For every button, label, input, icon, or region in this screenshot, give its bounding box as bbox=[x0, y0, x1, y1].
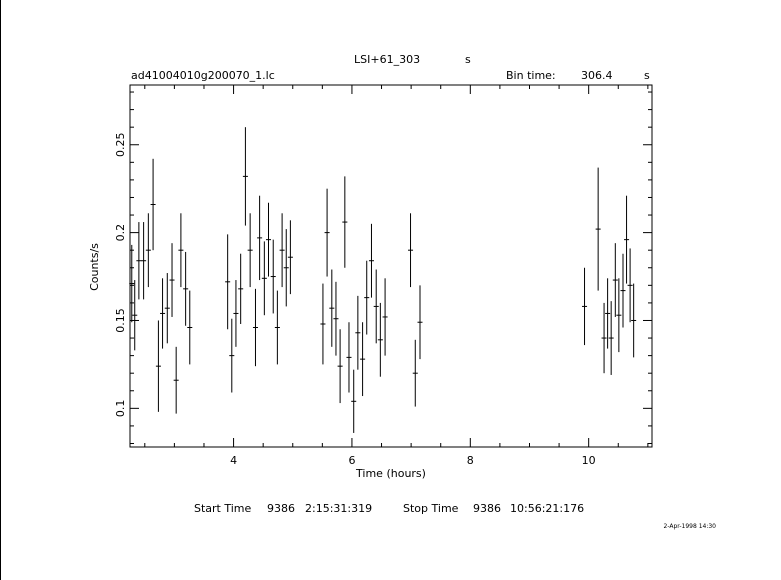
data-point bbox=[280, 213, 285, 287]
data-point bbox=[266, 203, 271, 277]
data-point bbox=[165, 273, 170, 343]
data-point bbox=[620, 254, 625, 328]
x-tick-label: 10 bbox=[581, 454, 596, 467]
data-point bbox=[233, 280, 238, 347]
data-point bbox=[174, 347, 179, 414]
data-point bbox=[257, 196, 262, 280]
data-point bbox=[596, 168, 601, 291]
y-tick-label: 0.2 bbox=[114, 223, 127, 242]
data-point bbox=[624, 196, 629, 284]
data-point bbox=[631, 284, 636, 358]
data-point bbox=[346, 322, 351, 392]
data-point bbox=[628, 248, 633, 322]
data-point bbox=[609, 301, 614, 375]
chart-title-unit: s bbox=[465, 53, 471, 66]
data-point bbox=[616, 278, 621, 352]
data-point bbox=[136, 222, 141, 299]
data-point bbox=[170, 243, 175, 317]
data-point bbox=[243, 127, 248, 225]
y-tick-label: 0.1 bbox=[114, 399, 127, 418]
data-point bbox=[187, 291, 192, 365]
data-point bbox=[413, 340, 418, 407]
data-point bbox=[146, 213, 151, 287]
data-point bbox=[329, 270, 334, 347]
x-axis bbox=[145, 85, 648, 467]
data-point bbox=[132, 280, 137, 350]
data-point bbox=[238, 254, 243, 324]
data-point bbox=[408, 213, 413, 287]
x-tick-label: 4 bbox=[230, 454, 238, 467]
data-point bbox=[271, 240, 276, 314]
start-time-day: 9386 bbox=[267, 502, 295, 515]
y-axis-label: Counts/s bbox=[88, 243, 101, 291]
data-point bbox=[333, 282, 338, 356]
data-point bbox=[225, 234, 230, 329]
data-point bbox=[229, 319, 234, 393]
data-point bbox=[320, 284, 325, 365]
data-point bbox=[288, 220, 293, 294]
data-point bbox=[253, 289, 258, 366]
stop-time-label: Stop Time bbox=[403, 502, 459, 515]
data-point bbox=[275, 291, 280, 365]
data-point bbox=[141, 222, 146, 299]
stop-time-day: 9386 bbox=[473, 502, 501, 515]
data-point bbox=[178, 213, 183, 287]
data-point bbox=[262, 241, 267, 315]
bin-time-unit: s bbox=[644, 69, 650, 82]
x-tick-label: 6 bbox=[348, 454, 356, 467]
data-point bbox=[613, 243, 618, 317]
bin-time-label: Bin time: bbox=[506, 69, 556, 82]
data-point bbox=[248, 213, 253, 287]
stop-time-value: 10:56:21:176 bbox=[510, 502, 585, 515]
data-points bbox=[129, 127, 636, 433]
data-point bbox=[151, 159, 156, 250]
data-point bbox=[417, 285, 422, 359]
data-point bbox=[383, 278, 388, 355]
y-axis bbox=[114, 92, 652, 443]
bin-time-value: 306.4 bbox=[581, 69, 613, 82]
x-tick-label: 8 bbox=[466, 454, 474, 467]
data-point bbox=[284, 229, 289, 306]
y-tick-label: 0.15 bbox=[114, 308, 127, 333]
data-point bbox=[351, 370, 356, 433]
data-point bbox=[369, 224, 374, 298]
chart-title: LSI+61_303 bbox=[354, 53, 421, 66]
file-label: ad41004010g200070_1.lc bbox=[131, 69, 275, 82]
y-tick-label: 0.25 bbox=[114, 132, 127, 157]
data-point bbox=[364, 261, 369, 335]
data-point bbox=[156, 320, 161, 411]
data-point bbox=[378, 303, 383, 377]
data-point bbox=[582, 268, 587, 345]
x-axis-label: Time (hours) bbox=[356, 467, 426, 480]
start-time-label: Start Time bbox=[194, 502, 252, 515]
data-point bbox=[374, 270, 379, 344]
start-time-value: 2:15:31:319 bbox=[305, 502, 373, 515]
data-point bbox=[338, 329, 343, 403]
data-point bbox=[342, 176, 347, 267]
data-point bbox=[160, 278, 165, 348]
print-date: 2-Apr-1998 14:30 bbox=[663, 523, 716, 530]
data-point bbox=[355, 296, 360, 370]
plot-frame bbox=[130, 85, 652, 447]
data-point bbox=[183, 252, 188, 326]
data-point bbox=[360, 322, 365, 396]
data-point bbox=[325, 189, 330, 277]
